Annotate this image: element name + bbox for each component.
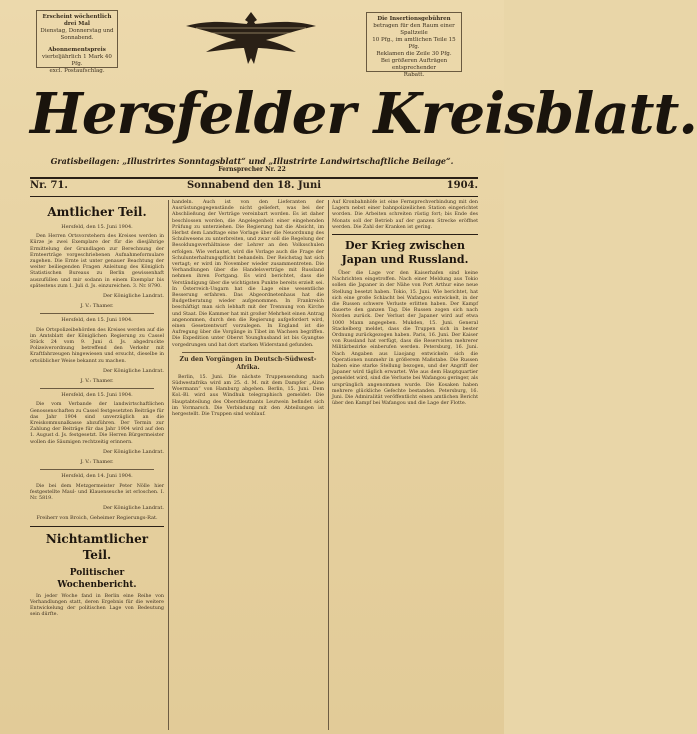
- section-heading: Amtlicher Teil.: [47, 205, 147, 219]
- info-line: betragen für den Raum einer Spaltzeile: [373, 23, 455, 36]
- newspaper-title: Hersfelder Kreisblatt.: [30, 81, 697, 147]
- info-line: Erscheint wöchentlich drei Mal: [42, 14, 112, 27]
- article-heading: Der Krieg zwischen Japan und Russland.: [341, 239, 469, 267]
- info-line: Dienstag, Donnerstag und Sonnabend.: [40, 28, 114, 41]
- notice-signature: Der Königliche Landrat.: [102, 505, 164, 512]
- divider: [332, 234, 478, 235]
- notice-text: Die vom Verbande der landwirtschaftlichen Genossenschaften zu Cassel festgesetzten Beiträge für das Jahr 1904 sind unverzüglich an die Kreiskommunalkasse abzuführen. Der Termin zur Zahlung der Beiträge für das Jahr 1904 wird auf den 1. August d. Js. festgesetzt. Die Herren Bürgermeister wollen die Säumigen rechtzeitig erinnern.: [30, 402, 164, 445]
- notice-dateline: Hersfeld, den 15. Juni 1904.: [61, 224, 133, 230]
- divider: [30, 196, 478, 197]
- info-line: excl. Postaufschlag.: [49, 68, 105, 74]
- notice-dateline: Hersfeld, den 15. Juni 1904.: [61, 317, 133, 324]
- phone-line: Fernsprecher Nr. 22: [218, 166, 286, 173]
- article-heading: Politischer Wochenbericht.: [57, 567, 137, 590]
- notice-dateline: Hersfeld, den 15. Juni 1904.: [61, 392, 133, 399]
- issue-dateline: [30, 180, 478, 194]
- article-text: In jeder Woche fand in Berlin eine Reihe von Verhandlungen statt, deren Ergebnis für die weitere Entwickelung der politischen Lage von Bedeutung sein dürfte.: [30, 593, 164, 618]
- notice: [30, 224, 164, 309]
- column-right: [332, 200, 478, 732]
- notice-signature: Der Königliche Landrat.: [102, 293, 164, 300]
- notice-dateline: Hersfeld, den 14. Juni 1904.: [61, 473, 133, 480]
- divider: [40, 469, 154, 470]
- notice-signature: Freiherr von Broich, Geheimer Regierungs-Rat.: [36, 515, 158, 522]
- column-divider: [328, 200, 329, 730]
- divider: [40, 388, 154, 389]
- column-middle: [172, 200, 324, 732]
- article-text: Berlin, 15. Juni. Die nächste Truppensendung nach Südwestafrika wird am 25. d. M. mit dem Dampfer „Aline Woermann“ von Hamburg abgehen. Berlin, 15. Juni. Dem Kol.-Bl. wird aus Windhuk telegraphisch gemeldet: Die Hauptabteilung des Oberstleutnants Leutwein befindet sich im Vormarsch. Die Verbindung mit den Abteilungen ist hergestellt. Die Truppen sind wohlauf.: [172, 374, 324, 418]
- notice-text: Den Herren Ortsvorstehern des Kreises werden in Kürze je zwei Exemplare der für die diesjährige Ermittelung der Grundlagen zur Berechnung der Ernteerträge vorgeschriebenen Aufnahmeformulare zugehen. Die Ernte ist unter genauer Beachtung der weiter beiliegenden Fragen Anleitung des Königlich Statistischen Bureaus zu Berlin gewissenhaft auszufüllen und mir sodann in einem Exemplar bis spätestens zum 1. Juli d. Js. einzureichen. 3. Nr. 8790.: [30, 234, 164, 289]
- notice-text: Die bei dem Metzgermeister Peter Nölle hier festgestellte Maul- und Klauenseuche ist erloschen. I. Nr. 5819.: [30, 483, 164, 501]
- notice-signature: J. V.: Thamer.: [80, 303, 114, 310]
- issue-date: Sonnabend den 18. Juni: [186, 180, 322, 191]
- notice-text: Die Ortspolizeibehörden des Kreises werden auf die im Amtsblatt der Königlichen Regierung zu Cassel Stück 24 vom 9. Juni d. Js. abgedruckte Polizeiverordnung betreffend den Verkehr mit Kraftfahrzeugen hingewiesen und ersucht, dieselbe in ortsüblicher Weise bekannt zu machen.: [30, 327, 164, 364]
- info-line: Reklamen die Zeile 30 Pfg.: [376, 51, 452, 57]
- divider: [30, 526, 164, 527]
- section-heading: Nichtamtlicher Teil.: [45, 531, 149, 562]
- article-text: Auf Kronbahnhöfe ist eine Fernsprechverbindung mit den Lagern nebst einer bahnpolizeilichen Station eingerichtet worden. Die Arbeiten schreiten rüstig fort; bis Ende des Monats soll der Betrieb auf der ganzen Strecke eröffnet werden. Die Zahl der Kranken ist gering.: [332, 200, 478, 230]
- notice-signature: Der Königliche Landrat.: [102, 448, 164, 455]
- article-heading: Zu den Vorgängen in Deutsch-Südwest-Afrika.: [179, 355, 317, 371]
- supplements-line: Gratisbeilagen: „Illustrirtes Sonntagsblatt“ und „Illustrirte Landwirtschaftliche Beilage“.: [50, 156, 454, 166]
- divider: [182, 352, 314, 353]
- article-text: handeln. Auch ist von den Lieferanten der Ausrüstungsgegenstände nicht geliefert, was bei der Abschließung der Verträge vereinbart worden. Es ist daher beschlossen worden, die Angelegenheit einer eingehenden Prüfung zu unterziehen. Die Regierung hat die Absicht, im Herbst dem Landtage eine Vorlage über die Neuordnung des Schulwesens zu unterbreiten, und zwar soll die Regelung der Besoldungsverhältnisse der Lehrer an den Volksschulen erfolgen. Wie verlautet, wird die Vorlage auch die Frage der Schulunterhaltungspflicht behandeln. Der Reichstag hat sich vertagt; er wird im November wieder zusammentreten. Die Verhandlungen über die Handelsverträge mit Russland nehmen ihren Fortgang. Es wird berichtet, dass die Verständigung über die wichtigsten Punkte bereits erzielt sei. In Österreich-Ungarn hat die Lage eine wesentliche Besserung erfahren. Das Abgeordnetenhaus hat die Budgetberatung wieder aufgenommen. In Frankreich beschäftigt man sich lebhaft mit der Trennung von Kirche und Staat. Die Kammer hat mit großer Mehrheit einen Antrag angenommen, durch den die Regierung aufgefordert wird, einen Gesetzentwurf vorzulegen. In England ist die Aufregung über die Vorgänge in Tibet im Wachsen begriffen. Die Expedition unter Oberst Younghusband ist bis Gyangtse vorgedrungen und hat dort starken Widerstand gefunden.: [172, 200, 324, 348]
- column-official: [30, 200, 164, 732]
- article-text: Über die Lage vor den Kaiserhafen sind keine Nachrichten eingetroffen. Nach einer Meldung aus Tokio sollen die Japaner in der Nähe von Port Arthur eine neue Stellung besetzt haben. Tokio, 15. Juni. Wie berichtet, hat sich eine große Schlacht bei Wafangou entwickelt, in der die Russen schwere Verluste erlitten haben. Der Kampf dauerte den ganzen Tag. Die Russen zogen sich nach Norden zurück. Der Verlust der Japaner wird auf etwa 1000 Mann angegeben. Mukden, 15. Juni. General Stackelberg meldet, dass die Truppen sich in bester Ordnung zurückgezogen haben. Paris, 16. Juni. Der Kaiser von Russland hat verfügt, dass die Reservisten mehrerer Militärbezirke einberufen werden. Petersburg, 16. Juni. Nach Angaben aus Liaojang entwickeln sich die Operationen nunmehr in größerem Maßstabe. Die Russen haben eine starke Stellung bezogen, und der Angriff der Japaner wird täglich erwartet. Wie aus dem Hauptquartier gemeldet wird, sind die Verluste bei Wafangou geringer, als ursprünglich angenommen wurde. Die Kosaken haben mehrere glückliche Gefechte bestanden. Petersburg, 16. Juni. Die Admiralität veröffentlicht einen amtlichen Bericht über den Kampf bei Wafangou und die Lage der Flotte.: [332, 271, 478, 407]
- info-line: Abonnementspreis: [48, 47, 106, 53]
- advertising-rates-box: [366, 12, 462, 78]
- divider: [30, 177, 478, 179]
- notice-signature: J. V.: Thamer.: [80, 378, 114, 385]
- subscription-info-box: [36, 10, 118, 74]
- info-line: Bei größeren Aufträgen entsprechender: [380, 58, 448, 71]
- info-line: Rabatt.: [403, 72, 425, 78]
- divider: [40, 313, 154, 314]
- notice: [30, 317, 164, 384]
- masthead: [0, 0, 697, 173]
- info-line: Die Insertionsgebühren: [377, 16, 451, 22]
- notice: [30, 392, 164, 465]
- notice: [30, 473, 164, 521]
- info-line: vierteljährlich 1 Mark 40 Pfg.: [42, 54, 112, 67]
- issue-year: 1904.: [446, 180, 478, 191]
- issue-number: Nr. 71.: [30, 180, 68, 191]
- notice-signature: J. V.: Thamer.: [80, 459, 114, 466]
- column-divider: [168, 200, 169, 730]
- eagle-emblem-icon: [176, 6, 326, 70]
- notice-signature: Der Königliche Landrat.: [102, 367, 164, 374]
- info-line: 10 Pfg., im amtlichen Teile 15 Pfg.: [372, 37, 456, 50]
